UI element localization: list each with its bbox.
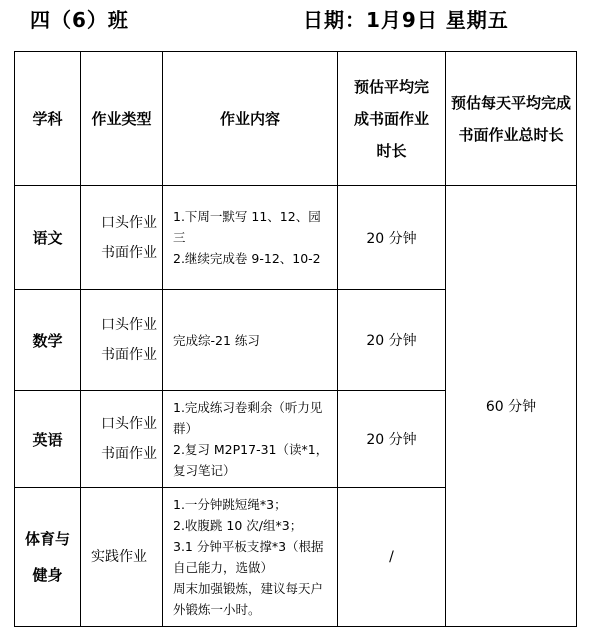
subject-line: 健身 — [32, 566, 63, 584]
content-cell — [163, 290, 338, 391]
content-cell — [163, 186, 338, 290]
type-line: 口头作业 — [101, 317, 157, 333]
header-total-line: 预估每天平均完成 — [450, 93, 571, 112]
header-total-time — [446, 52, 577, 186]
date-weekday: 日期：1月9日 星期五 — [303, 8, 509, 32]
header-time-line: 时长 — [376, 141, 407, 160]
subject-cell: 语文 — [15, 186, 81, 290]
content-line: 1.下周一默写 11、12、园三 — [173, 209, 321, 245]
content-line: 周末加强锻炼，建议每天户外锻炼一小时。 — [173, 581, 324, 617]
table-header-row — [15, 52, 577, 186]
header-type: 作业类型 — [81, 52, 163, 186]
type-line: 实践作业 — [91, 549, 147, 565]
content-line: 2.继续完成卷 9-12、10-2 — [173, 251, 321, 266]
content-line: 2.复习 M2P17-31（读*1，复习笔记） — [173, 442, 329, 478]
header-subject: 学科 — [15, 52, 81, 186]
time-cell: 20 分钟 — [338, 391, 446, 488]
time-cell: 20 分钟 — [338, 186, 446, 290]
type-line: 书面作业 — [101, 244, 157, 261]
header-total-line: 书面作业总时长 — [458, 125, 564, 144]
time-cell: 20 分钟 — [338, 290, 446, 391]
time-cell: / — [338, 488, 446, 627]
subject-cell: 数学 — [15, 290, 81, 391]
header-time-line: 预估平均完 — [353, 77, 429, 96]
content-line: 完成综-21 练习 — [173, 332, 260, 348]
type-cell — [81, 186, 163, 290]
content-line: 1.一分钟跳短绳*3； — [173, 497, 287, 512]
subject-line: 体育与 — [24, 530, 70, 548]
content-line: 1.完成练习卷剩余（听力见群） — [173, 400, 323, 436]
type-line: 口头作业 — [101, 416, 157, 432]
content-cell — [163, 391, 338, 488]
class-title: 四（6）班 — [30, 8, 129, 32]
subject-cell — [15, 488, 81, 627]
header-time — [338, 52, 446, 186]
header-content: 作业内容 — [163, 52, 338, 186]
type-cell — [81, 488, 163, 627]
table-row-chinese — [15, 186, 577, 290]
total-time-cell: 60 分钟 — [446, 186, 577, 627]
homework-table — [14, 51, 577, 627]
content-cell — [163, 488, 338, 627]
content-line: 3.1 分钟平板支撑*3（根据自己能力，选做） — [173, 539, 324, 575]
header-time-line: 成书面作业 — [353, 109, 429, 128]
type-cell — [81, 391, 163, 488]
type-line: 书面作业 — [101, 347, 157, 363]
type-line: 口头作业 — [101, 214, 157, 231]
subject-cell: 英语 — [15, 391, 81, 488]
type-line: 书面作业 — [101, 446, 157, 462]
type-cell — [81, 290, 163, 391]
content-line: 2.收腹跳 10 次/组*3； — [173, 518, 303, 533]
